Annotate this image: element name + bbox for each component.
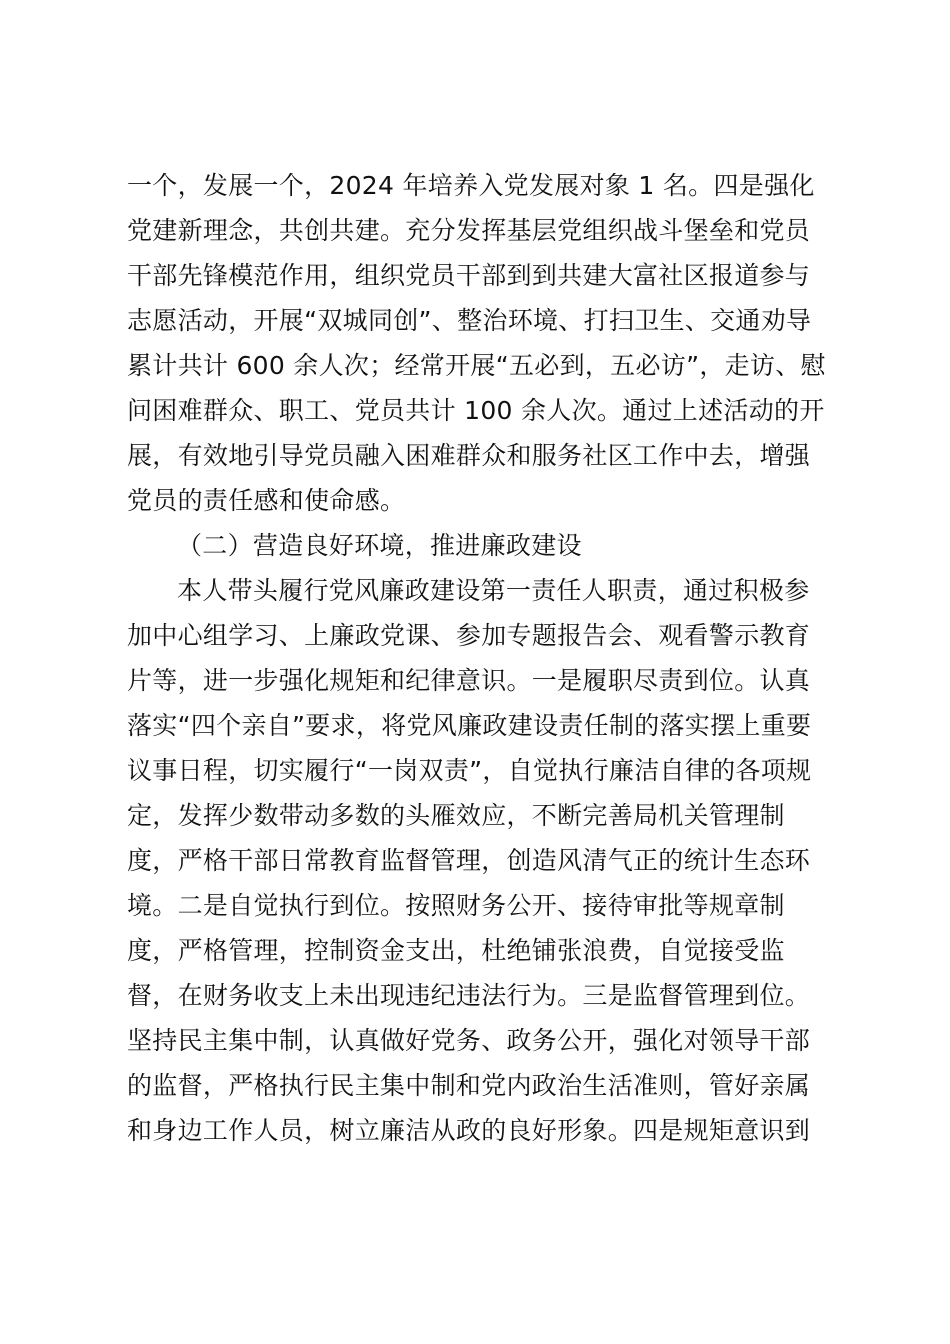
paragraph-line: 度，严格干部日常教育监督管理，创造风清气正的统计生态环 bbox=[127, 846, 811, 875]
paragraph-line: 一个，发展一个，2024 年培养入党发展对象 1 名。四是强化 bbox=[127, 171, 815, 200]
section-heading: （二）营造良好环境，推进廉政建设 bbox=[177, 531, 582, 560]
paragraph-line: 定，发挥少数带动多数的头雁效应，不断完善局机关管理制 bbox=[127, 801, 785, 830]
paragraph-line: 境。二是自觉执行到位。按照财务公开、接待审批等规章制 bbox=[127, 891, 785, 920]
paragraph-line: 干部先锋模范作用，组织党员干部到到共建大富社区报道参与 bbox=[127, 261, 811, 290]
paragraph-line: 加中心组学习、上廉政党课、参加专题报告会、观看警示教育 bbox=[127, 621, 811, 650]
paragraph-line: 落实“四个亲自”要求，将党风廉政建设责任制的落实摆上重要 bbox=[127, 711, 812, 740]
paragraph-line: 党员的责任感和使命感。 bbox=[127, 486, 406, 515]
paragraph-line: 累计共计 600 余人次；经常开展“五必到，五必访”，走访、慰 bbox=[127, 351, 826, 380]
paragraph-line: 度，严格管理，控制资金支出，杜绝铺张浪费，自觉接受监 bbox=[127, 936, 785, 965]
paragraph-line: 展，有效地引导党员融入困难群众和服务社区工作中去，增强 bbox=[127, 441, 811, 470]
paragraph-line: 片等，进一步强化规矩和纪律意识。一是履职尽责到位。认真 bbox=[127, 666, 811, 695]
paragraph-line: 志愿活动，开展“双城同创”、整治环境、打扫卫生、交通劝导 bbox=[127, 306, 812, 335]
paragraph-line: 坚持民主集中制，认真做好党务、政务公开，强化对领导干部 bbox=[127, 1026, 811, 1055]
paragraph-line: 问困难群众、职工、党员共计 100 余人次。通过上述活动的开 bbox=[127, 396, 825, 425]
paragraph-line: 议事日程，切实履行“一岗双责”，自觉执行廉洁自律的各项规 bbox=[127, 756, 812, 785]
paragraph-line: 督，在财务收支上未出现违纪违法行为。三是监督管理到位。 bbox=[127, 981, 811, 1010]
paragraph-line: 本人带头履行党风廉政建设第一责任人职责，通过积极参 bbox=[177, 576, 810, 605]
paragraph-line: 和身边工作人员，树立廉洁从政的良好形象。四是规矩意识到 bbox=[127, 1116, 811, 1145]
paragraph-line: 党建新理念，共创共建。充分发挥基层党组织战斗堡垒和党员 bbox=[127, 216, 811, 245]
paragraph-line: 的监督，严格执行民主集中制和党内政治生活准则，管好亲属 bbox=[127, 1071, 811, 1100]
body-text bbox=[127, 163, 827, 1153]
